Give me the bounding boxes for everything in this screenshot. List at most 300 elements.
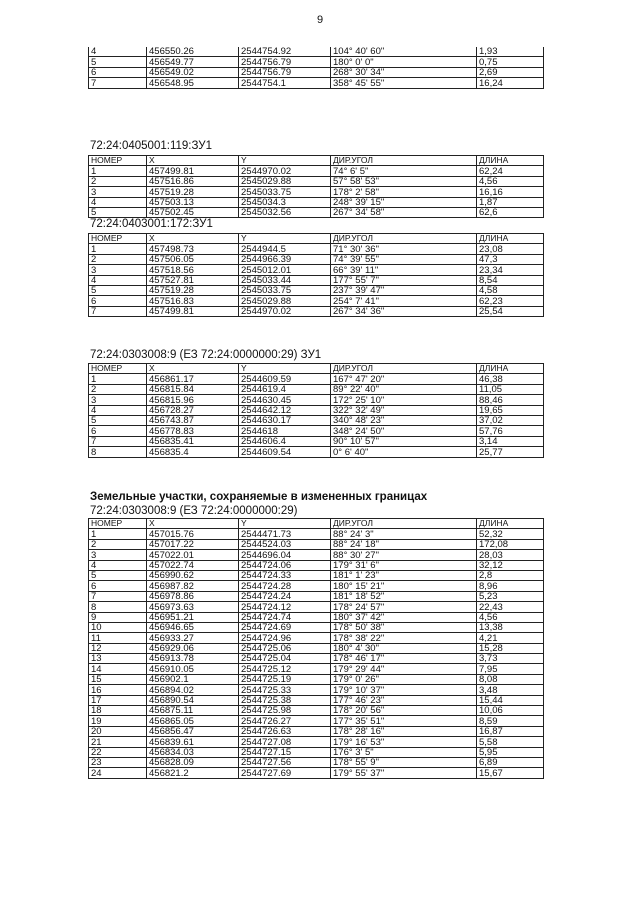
column-header-y-coordinate: Y	[239, 156, 331, 166]
segment-length-cell: 3,48	[477, 685, 544, 695]
table-row	[89, 254, 544, 264]
table-row	[89, 581, 544, 591]
direction-angle-cell: 180° 0' 0"	[331, 57, 477, 67]
table-header-row	[89, 234, 544, 244]
direction-angle-cell: 180° 4' 30"	[331, 643, 477, 653]
direction-angle-cell: 74° 39' 55"	[331, 254, 477, 264]
table-row	[89, 187, 544, 197]
x-coordinate-cell: 456978.86	[147, 591, 239, 601]
table-row	[89, 436, 544, 446]
direction-angle-cell: 179° 31' 6"	[331, 560, 477, 570]
y-coordinate-cell: 2545033.44	[239, 275, 331, 285]
segment-length-cell: 57,76	[477, 426, 544, 436]
column-header-x-coordinate: X	[147, 519, 239, 529]
point-number-cell: 2	[89, 176, 147, 186]
direction-angle-cell: 178° 28' 16"	[331, 726, 477, 736]
table-row	[89, 296, 544, 306]
y-coordinate-cell: 2544727.15	[239, 747, 331, 757]
section-4-heading: Земельные участки, сохраняемые в измененных границах	[90, 491, 428, 503]
x-coordinate-cell: 457519.28	[147, 187, 239, 197]
column-header-point-number: НОМЕР	[89, 364, 147, 374]
point-number-cell: 5	[89, 570, 147, 580]
segment-length-cell: 8,08	[477, 674, 544, 684]
y-coordinate-cell: 2544471.73	[239, 529, 331, 539]
direction-angle-cell: 57° 58' 53"	[331, 176, 477, 186]
point-number-cell: 4	[89, 275, 147, 285]
page-number: 9	[316, 14, 324, 26]
y-coordinate-cell: 2544630.45	[239, 395, 331, 405]
y-coordinate-cell: 2544609.59	[239, 374, 331, 384]
y-coordinate-cell: 2544524.03	[239, 539, 331, 549]
direction-angle-cell: 179° 55' 37"	[331, 768, 477, 778]
table-row	[89, 78, 544, 88]
x-coordinate-cell: 456951.21	[147, 612, 239, 622]
direction-angle-cell: 0° 6' 40"	[331, 447, 477, 457]
column-header-direction-angle: ДИР.УГОЛ	[331, 234, 477, 244]
y-coordinate-cell: 2544756.79	[239, 57, 331, 67]
column-header-y-coordinate: Y	[239, 519, 331, 529]
table-row	[89, 622, 544, 632]
y-coordinate-cell: 2544727.56	[239, 757, 331, 767]
direction-angle-cell: 88° 30' 27"	[331, 550, 477, 560]
segment-length-cell: 15,28	[477, 643, 544, 653]
y-coordinate-cell: 2544609.54	[239, 447, 331, 457]
x-coordinate-cell: 457498.73	[147, 244, 239, 254]
section-4-table	[88, 518, 544, 779]
segment-length-cell: 4,21	[477, 633, 544, 643]
x-coordinate-cell: 456861.17	[147, 374, 239, 384]
x-coordinate-cell: 457017.22	[147, 539, 239, 549]
segment-length-cell: 3,14	[477, 436, 544, 446]
direction-angle-cell: 322° 32' 49"	[331, 405, 477, 415]
point-number-cell: 20	[89, 726, 147, 736]
x-coordinate-cell: 456828.09	[147, 757, 239, 767]
point-number-cell: 5	[89, 207, 147, 217]
table-row	[89, 244, 544, 254]
point-number-cell: 18	[89, 706, 147, 716]
direction-angle-cell: 180° 15' 21"	[331, 581, 477, 591]
x-coordinate-cell: 457022.74	[147, 560, 239, 570]
point-number-cell: 3	[89, 550, 147, 560]
table-row	[89, 265, 544, 275]
y-coordinate-cell: 2544970.02	[239, 306, 331, 316]
point-number-cell: 6	[89, 67, 147, 77]
table-row	[89, 415, 544, 425]
table-row	[89, 737, 544, 747]
x-coordinate-cell: 457516.86	[147, 176, 239, 186]
table-row	[89, 306, 544, 316]
table-row	[89, 275, 544, 285]
table-row	[89, 539, 544, 549]
segment-length-cell: 25,54	[477, 306, 544, 316]
y-coordinate-cell: 2544966.39	[239, 254, 331, 264]
segment-length-cell: 6,89	[477, 757, 544, 767]
segment-length-cell: 16,16	[477, 187, 544, 197]
segment-length-cell: 4,56	[477, 612, 544, 622]
column-header-x-coordinate: X	[147, 234, 239, 244]
direction-angle-cell: 104° 40' 60"	[331, 47, 477, 57]
segment-length-cell: 13,38	[477, 622, 544, 632]
direction-angle-cell: 178° 50' 38"	[331, 622, 477, 632]
point-number-cell: 1	[89, 374, 147, 384]
table-row	[89, 570, 544, 580]
y-coordinate-cell: 2544724.74	[239, 612, 331, 622]
direction-angle-cell: 180° 37' 42"	[331, 612, 477, 622]
direction-angle-cell: 181° 1' 23"	[331, 570, 477, 580]
direction-angle-cell: 179° 10' 37"	[331, 685, 477, 695]
column-header-point-number: НОМЕР	[89, 234, 147, 244]
point-number-cell: 4	[89, 197, 147, 207]
segment-length-cell: 28,03	[477, 550, 544, 560]
point-number-cell: 6	[89, 426, 147, 436]
y-coordinate-cell: 2545033.75	[239, 285, 331, 295]
y-coordinate-cell: 2544724.69	[239, 622, 331, 632]
point-number-cell: 6	[89, 581, 147, 591]
point-number-cell: 14	[89, 664, 147, 674]
section-3-caption: 72:24:0303008:9 (ЕЗ 72:24:0000000:29) ЗУ1	[90, 349, 322, 361]
y-coordinate-cell: 2545029.88	[239, 176, 331, 186]
point-number-cell: 5	[89, 57, 147, 67]
direction-angle-cell: 181° 18' 52"	[331, 591, 477, 601]
x-coordinate-cell: 456815.84	[147, 384, 239, 394]
point-number-cell: 3	[89, 395, 147, 405]
section-4-caption: 72:24:0303008:9 (ЕЗ 72:24:0000000:29)	[90, 505, 298, 517]
x-coordinate-cell: 456929.06	[147, 643, 239, 653]
x-coordinate-cell: 457518.56	[147, 265, 239, 275]
y-coordinate-cell: 2544726.63	[239, 726, 331, 736]
column-header-segment-length: ДЛИНА	[477, 156, 544, 166]
direction-angle-cell: 74° 6' 5"	[331, 166, 477, 176]
segment-length-cell: 8,96	[477, 581, 544, 591]
section-1-table	[88, 155, 544, 218]
table-row	[89, 550, 544, 560]
y-coordinate-cell: 2544724.12	[239, 602, 331, 612]
x-coordinate-cell: 456856.47	[147, 726, 239, 736]
direction-angle-cell: 172° 25' 10"	[331, 395, 477, 405]
table-row	[89, 374, 544, 384]
direction-angle-cell: 90° 10' 57"	[331, 436, 477, 446]
direction-angle-cell: 179° 16' 53"	[331, 737, 477, 747]
x-coordinate-cell: 456835.41	[147, 436, 239, 446]
segment-length-cell: 16,24	[477, 78, 544, 88]
x-coordinate-cell: 457519.28	[147, 285, 239, 295]
point-number-cell: 6	[89, 296, 147, 306]
point-number-cell: 16	[89, 685, 147, 695]
direction-angle-cell: 71° 30' 36"	[331, 244, 477, 254]
table-header-row	[89, 364, 544, 374]
x-coordinate-cell: 456910.05	[147, 664, 239, 674]
x-coordinate-cell: 456890.54	[147, 695, 239, 705]
x-coordinate-cell: 456987.82	[147, 581, 239, 591]
x-coordinate-cell: 456815.96	[147, 395, 239, 405]
y-coordinate-cell: 2544725.04	[239, 654, 331, 664]
column-header-y-coordinate: Y	[239, 234, 331, 244]
column-header-direction-angle: ДИР.УГОЛ	[331, 364, 477, 374]
x-coordinate-cell: 457506.05	[147, 254, 239, 264]
segment-length-cell: 62,24	[477, 166, 544, 176]
table-row	[89, 664, 544, 674]
direction-angle-cell: 267° 34' 58"	[331, 207, 477, 217]
y-coordinate-cell: 2544696.04	[239, 550, 331, 560]
table-row	[89, 207, 544, 217]
segment-length-cell: 11,05	[477, 384, 544, 394]
x-coordinate-cell: 456973.63	[147, 602, 239, 612]
table-row	[89, 405, 544, 415]
point-number-cell: 5	[89, 415, 147, 425]
x-coordinate-cell: 457527.81	[147, 275, 239, 285]
column-header-point-number: НОМЕР	[89, 156, 147, 166]
y-coordinate-cell: 2544970.02	[239, 166, 331, 176]
y-coordinate-cell: 2545033.75	[239, 187, 331, 197]
x-coordinate-cell: 456913.78	[147, 654, 239, 664]
section-2-caption: 72:24:0403001:172:ЗУ1	[90, 218, 213, 230]
section-1-caption: 72:24:0405001:119:ЗУ1	[90, 140, 212, 152]
direction-angle-cell: 88° 24' 3"	[331, 529, 477, 539]
segment-length-cell: 2,8	[477, 570, 544, 580]
y-coordinate-cell: 2544724.33	[239, 570, 331, 580]
point-number-cell: 5	[89, 285, 147, 295]
y-coordinate-cell: 2545012.01	[239, 265, 331, 275]
table-row	[89, 695, 544, 705]
column-header-segment-length: ДЛИНА	[477, 364, 544, 374]
segment-length-cell: 47,3	[477, 254, 544, 264]
table-row	[89, 674, 544, 684]
y-coordinate-cell: 2544618	[239, 426, 331, 436]
direction-angle-cell: 178° 55' 9"	[331, 757, 477, 767]
table-row	[89, 166, 544, 176]
point-number-cell: 4	[89, 405, 147, 415]
segment-length-cell: 4,56	[477, 176, 544, 186]
table-row	[89, 768, 544, 778]
x-coordinate-cell: 456902.1	[147, 674, 239, 684]
x-coordinate-cell: 456834.03	[147, 747, 239, 757]
segment-length-cell: 2,69	[477, 67, 544, 77]
y-coordinate-cell: 2544727.08	[239, 737, 331, 747]
point-number-cell: 4	[89, 560, 147, 570]
x-coordinate-cell: 456549.77	[147, 57, 239, 67]
point-number-cell: 9	[89, 612, 147, 622]
x-coordinate-cell: 457499.81	[147, 306, 239, 316]
table-row	[89, 643, 544, 653]
segment-length-cell: 7,95	[477, 664, 544, 674]
point-number-cell: 7	[89, 306, 147, 316]
y-coordinate-cell: 2544726.27	[239, 716, 331, 726]
x-coordinate-cell: 456946.65	[147, 622, 239, 632]
column-header-direction-angle: ДИР.УГОЛ	[331, 519, 477, 529]
segment-length-cell: 8,59	[477, 716, 544, 726]
column-header-x-coordinate: X	[147, 364, 239, 374]
point-number-cell: 2	[89, 539, 147, 549]
segment-length-cell: 5,58	[477, 737, 544, 747]
x-coordinate-cell: 456778.83	[147, 426, 239, 436]
direction-angle-cell: 178° 2' 58"	[331, 187, 477, 197]
column-header-segment-length: ДЛИНА	[477, 519, 544, 529]
y-coordinate-cell: 2544727.69	[239, 768, 331, 778]
point-number-cell: 3	[89, 187, 147, 197]
section-3-table	[88, 363, 544, 458]
direction-angle-cell: 348° 24' 50"	[331, 426, 477, 436]
y-coordinate-cell: 2545029.88	[239, 296, 331, 306]
segment-length-cell: 5,23	[477, 591, 544, 601]
segment-length-cell: 1,87	[477, 197, 544, 207]
table-header-row	[89, 519, 544, 529]
point-number-cell: 11	[89, 633, 147, 643]
segment-length-cell: 172,08	[477, 539, 544, 549]
y-coordinate-cell: 2545032.56	[239, 207, 331, 217]
direction-angle-cell: 179° 0' 26"	[331, 674, 477, 684]
segment-length-cell: 62,6	[477, 207, 544, 217]
x-coordinate-cell: 456894.02	[147, 685, 239, 695]
x-coordinate-cell: 456549.02	[147, 67, 239, 77]
segment-length-cell: 15,67	[477, 768, 544, 778]
x-coordinate-cell: 456875.11	[147, 706, 239, 716]
table-row	[89, 176, 544, 186]
direction-angle-cell: 340° 48' 23"	[331, 415, 477, 425]
segment-length-cell: 10,06	[477, 706, 544, 716]
column-header-direction-angle: ДИР.УГОЛ	[331, 156, 477, 166]
point-number-cell: 21	[89, 737, 147, 747]
x-coordinate-cell: 456728.27	[147, 405, 239, 415]
point-number-cell: 7	[89, 78, 147, 88]
direction-angle-cell: 178° 46' 17"	[331, 654, 477, 664]
table-row	[89, 685, 544, 695]
point-number-cell: 1	[89, 166, 147, 176]
y-coordinate-cell: 2544725.19	[239, 674, 331, 684]
table-row	[89, 67, 544, 77]
x-coordinate-cell: 457502.45	[147, 207, 239, 217]
section-2-table	[88, 233, 544, 317]
column-header-y-coordinate: Y	[239, 364, 331, 374]
direction-angle-cell: 358° 45' 55"	[331, 78, 477, 88]
segment-length-cell: 32,12	[477, 560, 544, 570]
y-coordinate-cell: 2544724.28	[239, 581, 331, 591]
table-row	[89, 706, 544, 716]
x-coordinate-cell: 456865.05	[147, 716, 239, 726]
segment-length-cell: 0,75	[477, 57, 544, 67]
segment-length-cell: 25,77	[477, 447, 544, 457]
point-number-cell: 7	[89, 436, 147, 446]
y-coordinate-cell: 2544754.1	[239, 78, 331, 88]
y-coordinate-cell: 2544725.33	[239, 685, 331, 695]
point-number-cell: 2	[89, 254, 147, 264]
y-coordinate-cell: 2544725.06	[239, 643, 331, 653]
table-row	[89, 395, 544, 405]
segment-length-cell: 15,44	[477, 695, 544, 705]
segment-length-cell: 19,65	[477, 405, 544, 415]
table-row	[89, 726, 544, 736]
segment-length-cell: 23,08	[477, 244, 544, 254]
direction-angle-cell: 178° 20' 56"	[331, 706, 477, 716]
x-coordinate-cell: 457503.13	[147, 197, 239, 207]
point-number-cell: 23	[89, 757, 147, 767]
x-coordinate-cell: 457516.83	[147, 296, 239, 306]
segment-length-cell: 46,38	[477, 374, 544, 384]
column-header-segment-length: ДЛИНА	[477, 234, 544, 244]
y-coordinate-cell: 2544756.79	[239, 67, 331, 77]
y-coordinate-cell: 2544724.06	[239, 560, 331, 570]
table-row	[89, 529, 544, 539]
table-row	[89, 612, 544, 622]
y-coordinate-cell: 2544724.24	[239, 591, 331, 601]
point-number-cell: 12	[89, 643, 147, 653]
x-coordinate-cell: 456839.61	[147, 737, 239, 747]
y-coordinate-cell: 2544606.4	[239, 436, 331, 446]
segment-length-cell: 16,87	[477, 726, 544, 736]
x-coordinate-cell: 457015.76	[147, 529, 239, 539]
point-number-cell: 24	[89, 768, 147, 778]
segment-length-cell: 5,95	[477, 747, 544, 757]
x-coordinate-cell: 457022.01	[147, 550, 239, 560]
direction-angle-cell: 178° 38' 22"	[331, 633, 477, 643]
table-row	[89, 716, 544, 726]
segment-length-cell: 22,43	[477, 602, 544, 612]
direction-angle-cell: 237° 39' 47"	[331, 285, 477, 295]
direction-angle-cell: 66° 39' 11"	[331, 265, 477, 275]
table-row	[89, 426, 544, 436]
y-coordinate-cell: 2545034.3	[239, 197, 331, 207]
y-coordinate-cell: 2544754.92	[239, 47, 331, 57]
x-coordinate-cell: 456821.2	[147, 768, 239, 778]
y-coordinate-cell: 2544630.17	[239, 415, 331, 425]
point-number-cell: 1	[89, 529, 147, 539]
point-number-cell: 8	[89, 447, 147, 457]
table-row	[89, 447, 544, 457]
point-number-cell: 3	[89, 265, 147, 275]
direction-angle-cell: 254° 7' 41"	[331, 296, 477, 306]
table-row	[89, 285, 544, 295]
y-coordinate-cell: 2544944.5	[239, 244, 331, 254]
x-coordinate-cell: 456548.95	[147, 78, 239, 88]
table-header-row	[89, 156, 544, 166]
direction-angle-cell: 268° 30' 34"	[331, 67, 477, 77]
direction-angle-cell: 167° 47' 20"	[331, 374, 477, 384]
y-coordinate-cell: 2544725.12	[239, 664, 331, 674]
y-coordinate-cell: 2544725.98	[239, 706, 331, 716]
segment-length-cell: 37,02	[477, 415, 544, 425]
table-row	[89, 197, 544, 207]
point-number-cell: 13	[89, 654, 147, 664]
segment-length-cell: 1,93	[477, 47, 544, 57]
direction-angle-cell: 177° 35' 51"	[331, 716, 477, 726]
point-number-cell: 7	[89, 591, 147, 601]
x-coordinate-cell: 456743.87	[147, 415, 239, 425]
segment-length-cell: 8,54	[477, 275, 544, 285]
direction-angle-cell: 177° 55' 7"	[331, 275, 477, 285]
segment-length-cell: 62,23	[477, 296, 544, 306]
segment-length-cell: 23,34	[477, 265, 544, 275]
point-number-cell: 17	[89, 695, 147, 705]
direction-angle-cell: 178° 24' 57"	[331, 602, 477, 612]
point-number-cell: 15	[89, 674, 147, 684]
direction-angle-cell: 177° 46' 23"	[331, 695, 477, 705]
direction-angle-cell: 176° 3' 5"	[331, 747, 477, 757]
table-row	[89, 757, 544, 767]
point-number-cell: 4	[89, 47, 147, 57]
direction-angle-cell: 88° 24' 18"	[331, 539, 477, 549]
y-coordinate-cell: 2544724.96	[239, 633, 331, 643]
table-row	[89, 560, 544, 570]
table-row	[89, 747, 544, 757]
y-coordinate-cell: 2544619.4	[239, 384, 331, 394]
table-row	[89, 57, 544, 67]
point-number-cell: 19	[89, 716, 147, 726]
direction-angle-cell: 179° 29' 44"	[331, 664, 477, 674]
table-row	[89, 654, 544, 664]
point-number-cell: 22	[89, 747, 147, 757]
segment-length-cell: 4,58	[477, 285, 544, 295]
direction-angle-cell: 89° 22' 40"	[331, 384, 477, 394]
top-coordinates-table	[88, 47, 544, 89]
